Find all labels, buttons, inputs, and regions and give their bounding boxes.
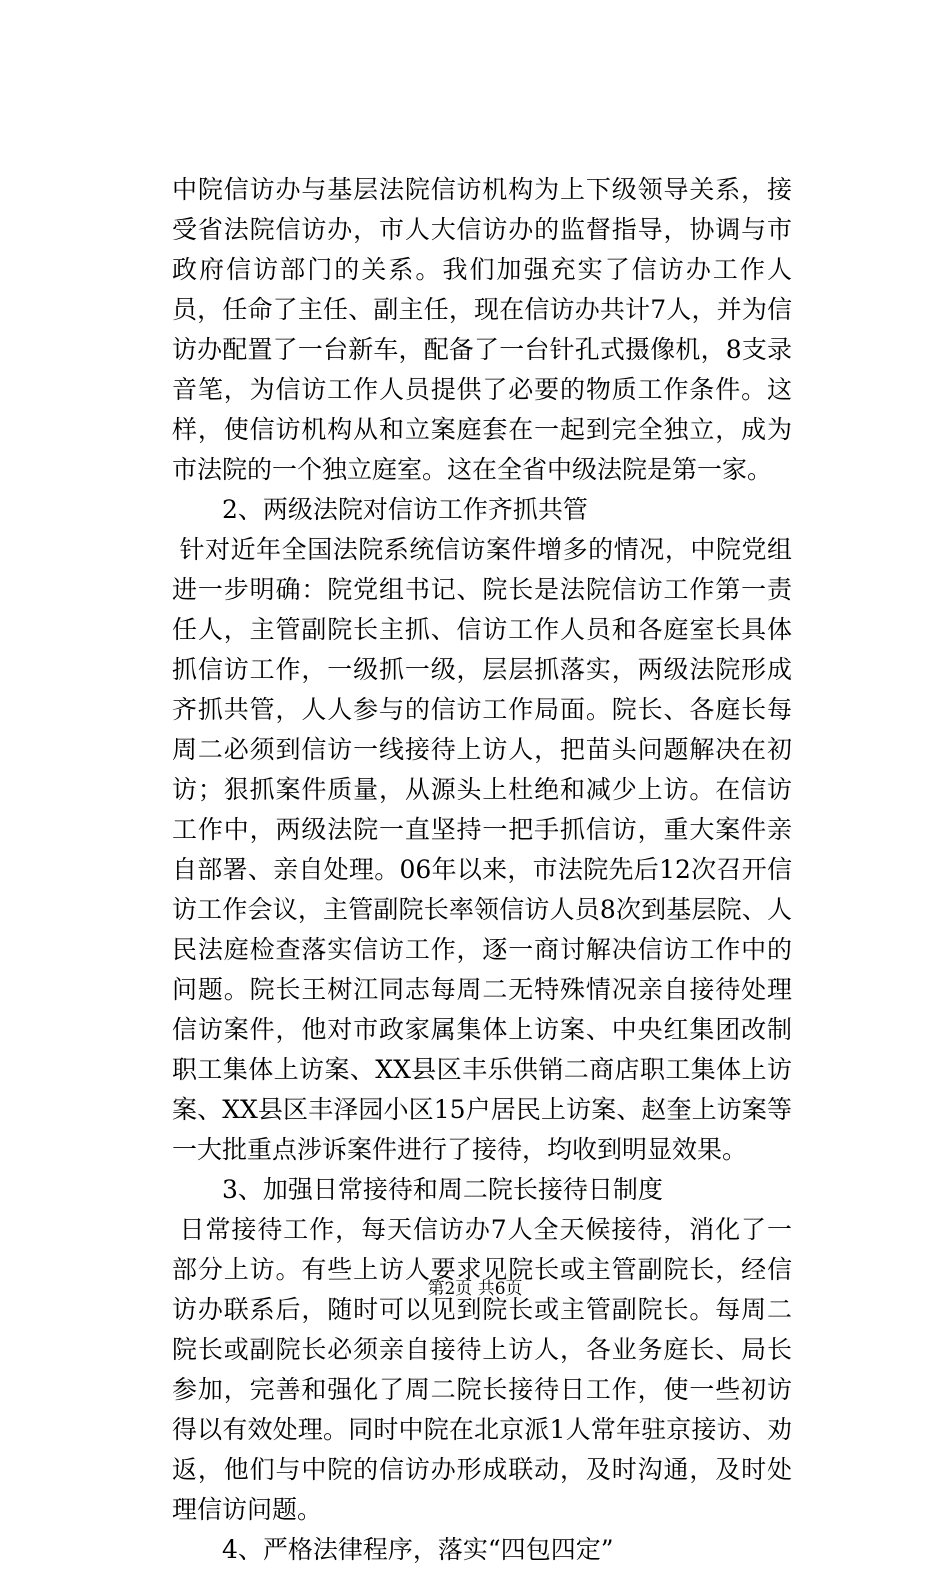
- section-heading-2: 2、两级法院对信访工作齐抓共管: [222, 495, 588, 524]
- section-heading-3: 3、加强日常接待和周二院长接待日制度: [222, 1175, 663, 1204]
- page-footer: 第2页 共6页: [427, 1279, 523, 1299]
- document-body: [172, 170, 792, 1570]
- paragraph-2: 针对近年全国法院系统信访案件增多的情况，中院党组进一步明确：院党组书记、院长是法院信访工作第一责任人，主管副院长主抓、信访工作人员和各庭室长具体抓信访工作，一级抓一级，层层抓落实，两级法院形成齐抓共管，人人参与的信访工作局面。院长、各庭长每周二必须到信访一线接待上访人，把苗头问题解决在初访；狠抓案件质量，从源头上杜绝和减少上访。在信访工作中，两级法院一直坚持一把手抓信访，重大案件亲自部署、亲自处理。06年以来，市法院先后12次召开信访工作会议，主管副院长率领信访人员8次到基层院、人民法庭检查落实信访工作，逐一商讨解决信访工作中的问题。院长王树江同志每周二无特殊情况亲自接待处理信访案件，他对市政家属集体上访案、中央红集团改制职工集体上访案、XX县区丰乐供销二商店职工集体上访案、XX县区丰泽园小区15户居民上访案、赵奎上访案等一大批重点涉诉案件进行了接待，均收到明显效果。: [172, 535, 792, 1164]
- paragraph-1: 中院信访办与基层法院信访机构为上下级领导关系，接受省法院信访办，市人大信访办的监督指导，协调与市政府信访部门的关系。我们加强充实了信访办工作人员，任命了主任、副主任，现在信访办共计7人，并为信访办配置了一台新车，配备了一台针孔式摄像机，8支录音笔，为信访工作人员提供了必要的物质工作条件。这样，使信访机构从和立案庭套在一起到完全独立，成为市法院的一个独立庭室。这在全省中级法院是第一家。: [172, 175, 792, 484]
- section-heading-4: 4、严格法律程序，落实“四包四定”: [222, 1535, 614, 1564]
- paragraph-3: 日常接待工作，每天信访办7人全天候接待，消化了一部分上访。有些上访人要求见院长或主管副院长，经信访办联系后，随时可以见到院长或主管副院长。每周二院长或副院长必须亲自接待上访人，各业务庭长、局长参加，完善和强化了周二院长接待日工作，使一些初访得以有效处理。同时中院在北京派1人常年驻京接访、劝返，他们与中院的信访办形成联动，及时沟通，及时处理信访问题。: [172, 1215, 792, 1524]
